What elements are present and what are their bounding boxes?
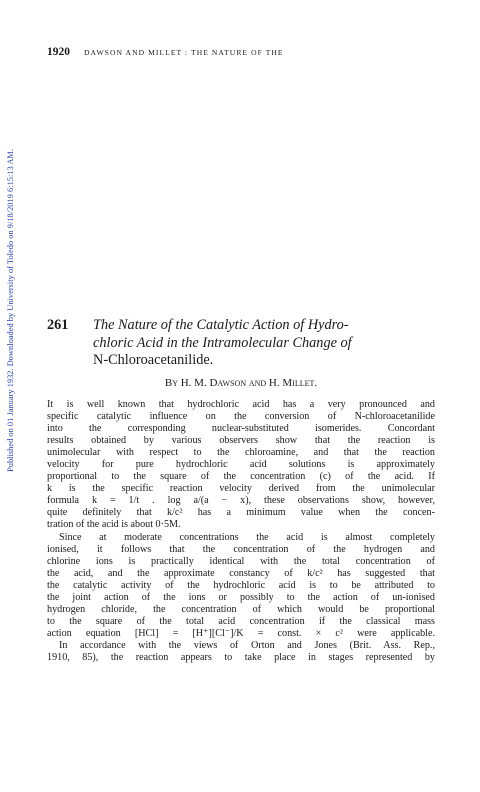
paragraph-line: into the corresponding nuclear-substituted isomerides. Concordant	[47, 423, 435, 435]
paragraph-line: results obtained by various observers show that the reaction is	[47, 435, 435, 447]
title-line: chloric Acid in the Intramolecular Change of	[93, 334, 352, 351]
paragraph-line: velocity for pure hydrochloric acid solutions is approximately	[47, 459, 435, 471]
title-line: 261 The Nature of the Catalytic Action of Hydro-	[47, 317, 349, 333]
paragraph-line: action equation [HCl] = [H⁺][Cl⁻]/K = const. × c² were applicable.	[47, 627, 435, 639]
paragraph-line: chlorine ions is practically identical with the total concentration of	[47, 555, 435, 567]
page-number: 1920	[47, 46, 70, 58]
paragraph-line: Since at moderate concentrations the acid is almost completely	[59, 531, 435, 543]
paragraph-line: tration of the acid is about 0·5M.	[47, 519, 181, 531]
paragraph-line: the joint action of the ions or possibly to the action of un-ionised	[47, 591, 435, 603]
paragraph-line: specific catalytic influence on the conversion of N-chloroacetanilide	[47, 411, 435, 423]
paragraph-line: quite definitely that k/c² has a minimum value when the concen-	[47, 507, 435, 519]
article-number: 261	[47, 317, 69, 333]
article-title	[47, 317, 435, 370]
paragraph-line: hydrogen chloride, the concentration of which would be proportional	[47, 603, 435, 615]
paragraph-line: ionised, it follows that the concentration of the hydrogen and	[47, 543, 435, 555]
paragraph-line: unimolecular with respect to the chloroamine, and that the reaction	[47, 447, 435, 459]
byline: By H. M. Dawson and H. Millet.	[164, 377, 318, 389]
paragraph-line: to the square of the total acid concentration if the classical mass	[47, 615, 435, 627]
paragraph-line: proportional to the square of the concentration (c) of the acid. If	[47, 471, 435, 483]
paragraph-line: formula k = 1/t . log a/(a − x), these observations show, however,	[47, 495, 435, 507]
title-line: N-Chloroacetanilide.	[93, 352, 214, 368]
watermark-text: Published on 01 January 1932. Downloaded by University of Toledo on 9/18/2019 6:15:13 AM.	[5, 148, 15, 472]
paragraph-line: In accordance with the views of Orton and Jones (Brit. Ass. Rep.,	[59, 639, 435, 651]
paragraph-line: It is well known that hydrochloric acid has a very pronounced and	[47, 399, 435, 410]
paragraph-line: the acid, and the approximate constancy of k/c² has suggested that	[47, 567, 435, 579]
paragraph-line: the catalytic activity of the hydrochloric acid is to be attributed to	[47, 579, 435, 591]
download-watermark	[3, 90, 17, 530]
paragraph-line: 1910, 85), the reaction appears to take place in stages represented by	[47, 651, 435, 663]
page-header	[47, 46, 440, 62]
running-head: DAWSON AND MILLET : THE NATURE OF THE	[84, 48, 284, 57]
body-text	[47, 399, 435, 664]
paragraph-line: k is the specific reaction velocity derived from the unimolecular	[47, 483, 435, 495]
